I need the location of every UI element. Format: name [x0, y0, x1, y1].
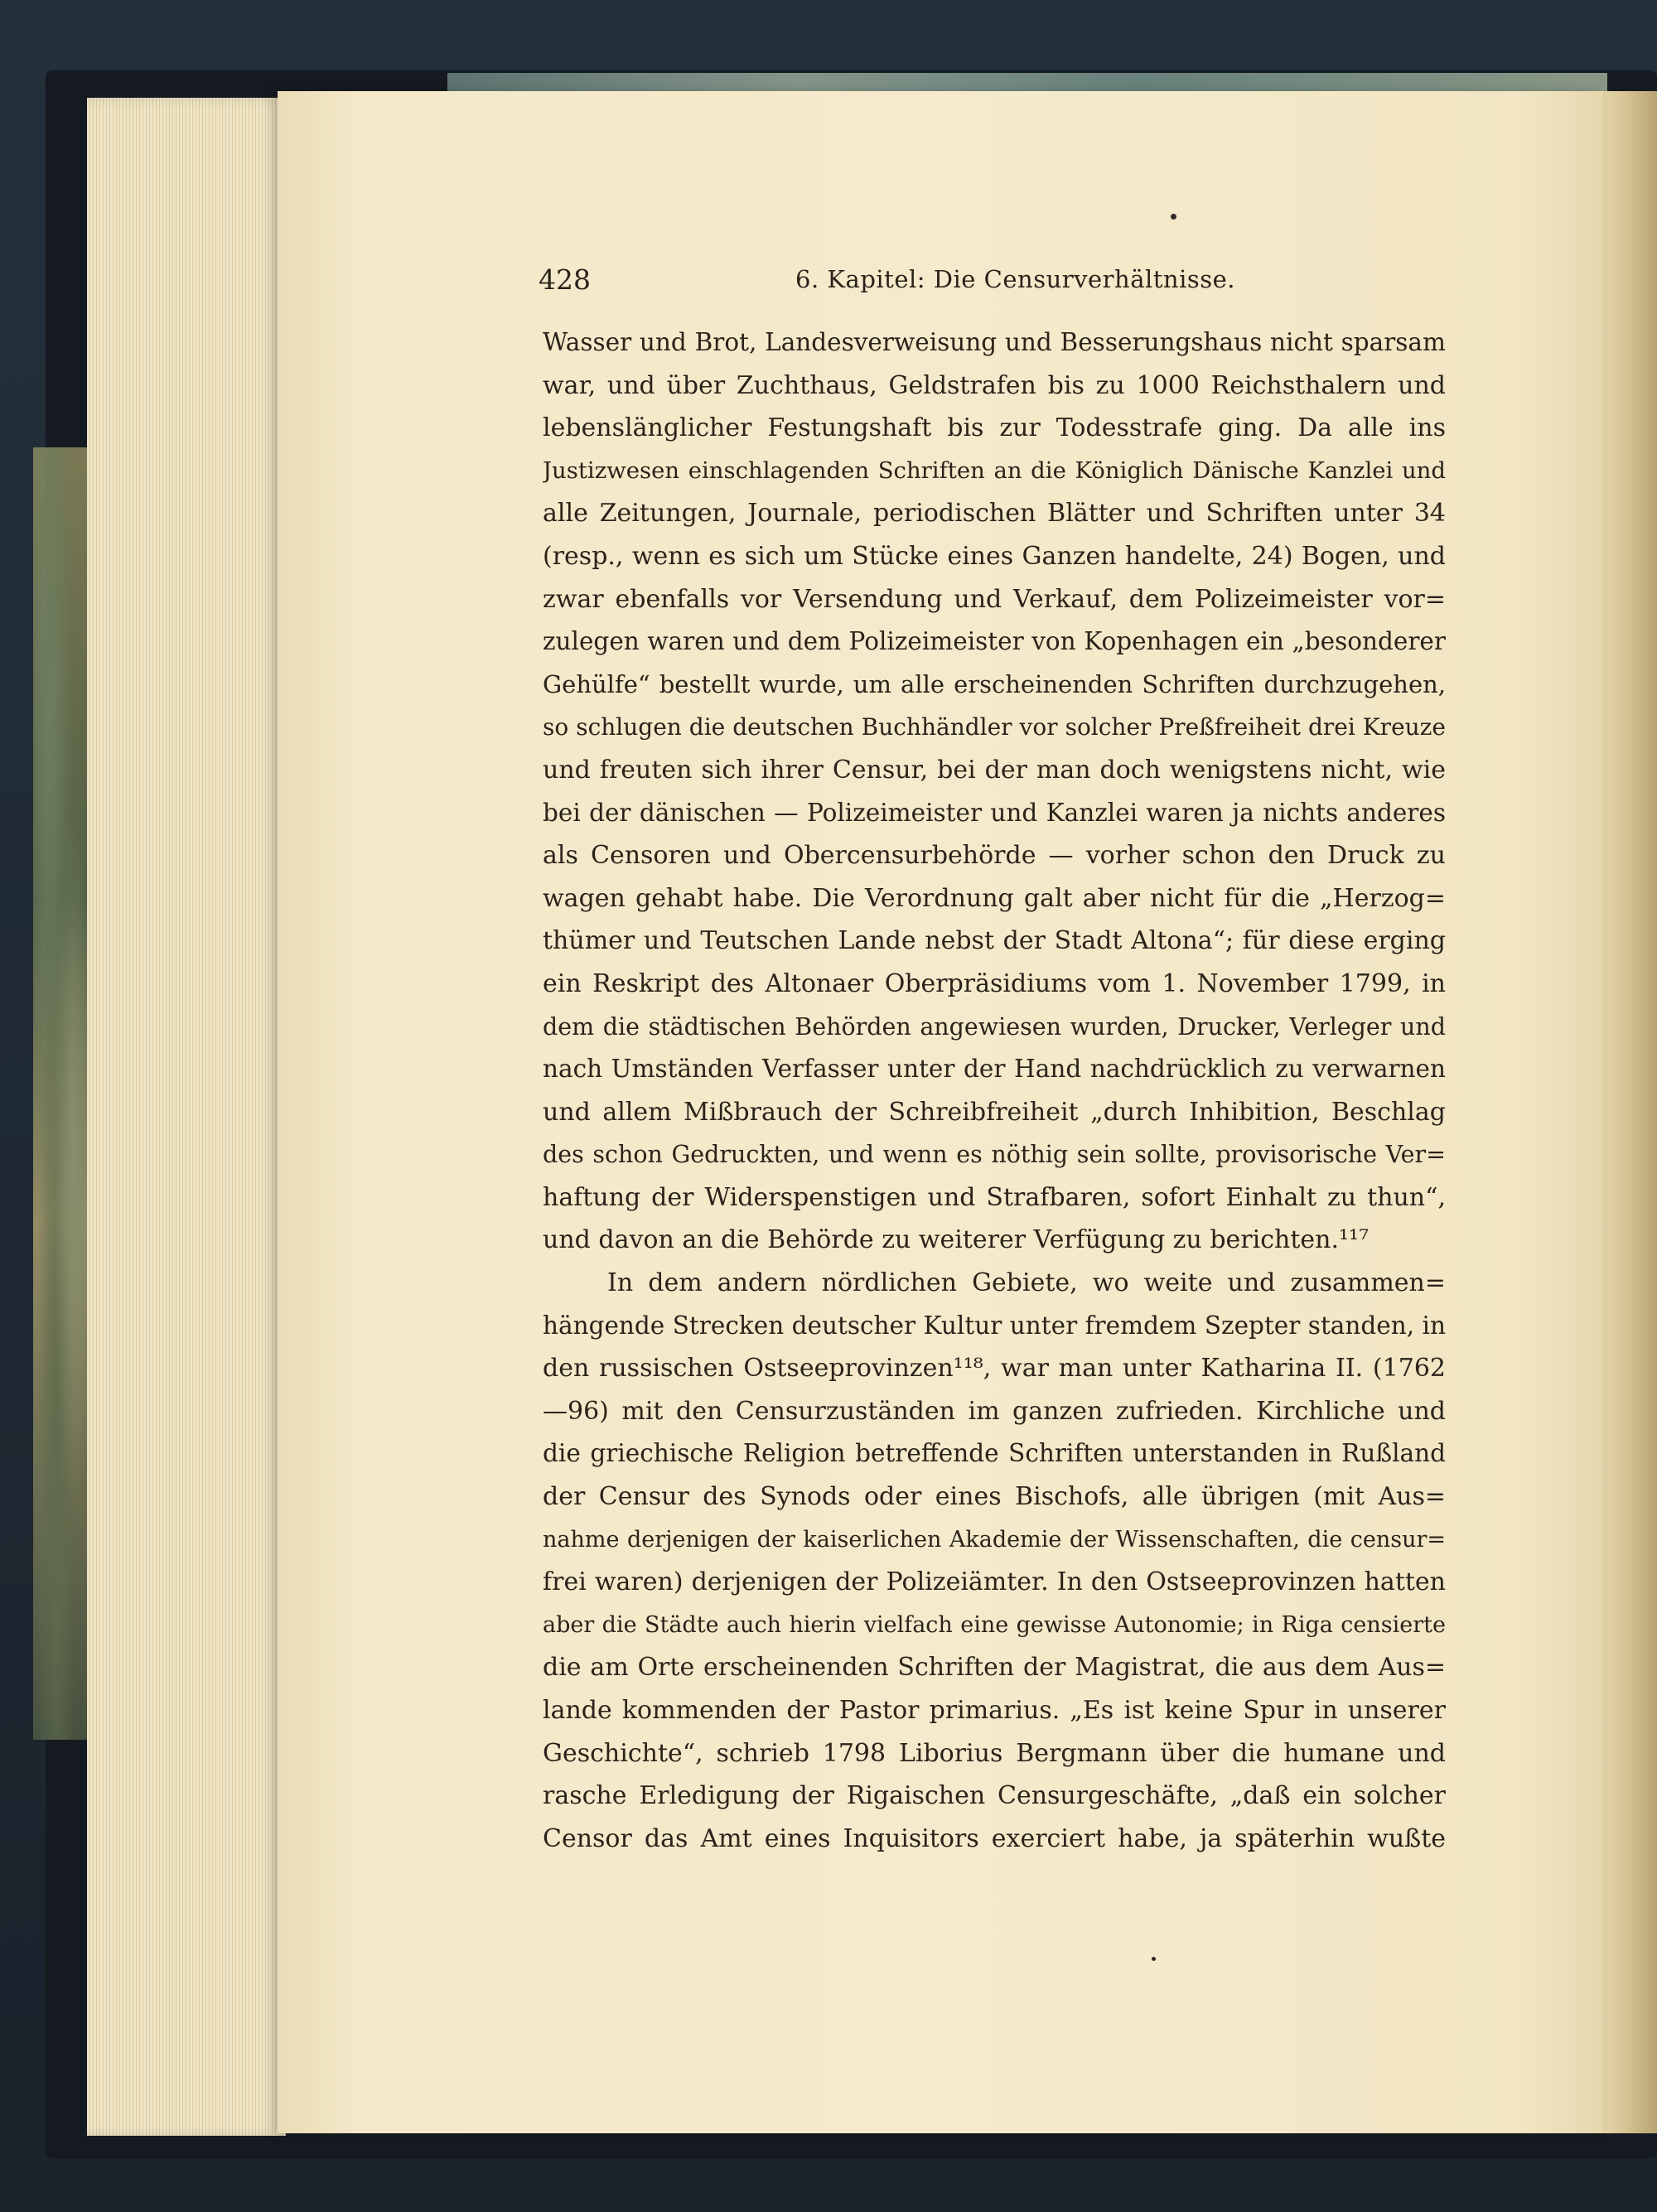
- text-line: so schlugen die deutschen Buchhändler vor solcher Preßfreiheit drei Kreuze: [543, 713, 1446, 741]
- text-line: aber die Städte auch hierin vielfach eine gewisse Autonomie; in Riga censierte: [543, 1611, 1446, 1638]
- text-line: und allem Mißbrauch der Schreibfreiheit „durch Inhibition, Beschlag: [543, 1097, 1446, 1127]
- text-line: zwar ebenfalls vor Versendung und Verkauf, dem Polizeimeister vor=: [543, 584, 1446, 614]
- text-line: nach Umständen Verfasser unter der Hand nachdrücklich zu verwarnen: [543, 1055, 1446, 1084]
- text-line: Censor das Amt eines Inquisitors exerciert habe, ja späterhin wußte: [543, 1823, 1446, 1853]
- text-line: des schon Gedruckten, und wenn es nöthig sein sollte, provisorische Ver=: [543, 1141, 1446, 1169]
- text-line: nahme derjenigen der kaiserlichen Akademie der Wissenschaften, die censur=: [543, 1526, 1446, 1553]
- text-line: Justizwesen einschlagenden Schriften an die Königlich Dänische Kanzlei und: [543, 456, 1446, 484]
- page-header: [539, 263, 1446, 297]
- text-line: bei der dänischen — Polizeimeister und Kanzlei waren ja nichts anderes: [543, 798, 1446, 827]
- text-line: thümer und Teutschen Lande nebst der Stadt Altona“; für diese erging: [543, 926, 1446, 956]
- text-line: ein Reskript des Altonaer Oberpräsidiums vom 1. November 1799, in: [543, 968, 1446, 998]
- text-line: die am Orte erscheinenden Schriften der Magistrat, die aus dem Aus=: [543, 1653, 1446, 1683]
- text-line: wagen gehabt habe. Die Verordnung galt aber nicht für die „Herzog=: [543, 883, 1446, 913]
- text-line: hängende Strecken deutscher Kultur unter fremdem Szepter standen, in: [543, 1311, 1446, 1340]
- text-line: Geschichte“, schrieb 1798 Liborius Bergmann über die humane und: [543, 1738, 1446, 1768]
- text-line: (resp., wenn es sich um Stücke eines Ganzen handelte, 24) Bogen, und: [543, 541, 1446, 571]
- text-line: —96) mit den Censurzuständen im ganzen zufrieden. Kirchliche und: [543, 1396, 1446, 1426]
- text-line: rasche Erledigung der Rigaischen Censurgeschäfte, „daß ein solcher: [543, 1781, 1446, 1811]
- text-line: die griechische Religion betreffende Schriften unterstanden in Rußland: [543, 1439, 1446, 1468]
- page-stack-edge: [87, 98, 286, 2136]
- text-line: der Censur des Synods oder eines Bischofs, alle übrigen (mit Aus=: [543, 1482, 1446, 1512]
- text-line: und freuten sich ihrer Censur, bei der man doch wenigstens nicht, wie: [543, 755, 1446, 785]
- marbled-board: [33, 447, 91, 1740]
- facing-page-edge: [1603, 91, 1657, 2133]
- text-line: frei waren) derjenigen der Polizeiämter. In den Ostseeprovinzen hatten: [543, 1567, 1446, 1597]
- text-line: haftung der Widerspenstigen und Strafbaren, sofort Einhalt zu thun“,: [543, 1182, 1446, 1212]
- text-line: alle Zeitungen, Journale, periodischen Blätter und Schriften unter 34: [543, 499, 1446, 529]
- print-speck: [1152, 1957, 1156, 1961]
- text-line: Gehülfe“ bestellt wurde, um alle erscheinenden Schriften durchzugehen,: [543, 669, 1446, 698]
- text-line: zulegen waren und dem Polizeimeister von Kopenhagen ein „besonderer: [543, 627, 1446, 656]
- text-line: als Censoren und Obercensurbehörde — vorher schon den Druck zu: [543, 841, 1446, 871]
- body-text: [543, 321, 1446, 1860]
- paragraph-start-line: In dem andern nördlichen Gebiete, wo weite und zusammen=: [607, 1268, 1446, 1298]
- text-line: lande kommenden der Pastor primarius. „Es ist keine Spur in unserer: [543, 1696, 1446, 1725]
- running-head: 6. Kapitel: Die Censurverhältnisse.: [795, 265, 1236, 293]
- text-line: und davon an die Behörde zu weiterer Verfügung zu berichten.¹¹⁷: [543, 1225, 1370, 1255]
- text-line: den russischen Ostseeprovinzen¹¹⁸, war man unter Katharina II. (1762: [543, 1354, 1446, 1384]
- text-line: dem die städtischen Behörden angewiesen wurden, Drucker, Verleger und: [543, 1012, 1446, 1041]
- print-speck: [1171, 214, 1176, 220]
- text-line: war, und über Zuchthaus, Geldstrafen bis zu 1000 Reichsthalern und: [543, 370, 1446, 400]
- page-number: 428: [539, 263, 591, 296]
- text-line: lebenslänglicher Festungshaft bis zur Todesstrafe ging. Da alle ins: [543, 413, 1446, 443]
- text-line: Wasser und Brot, Landesverweisung und Besserungshaus nicht sparsam: [543, 328, 1446, 356]
